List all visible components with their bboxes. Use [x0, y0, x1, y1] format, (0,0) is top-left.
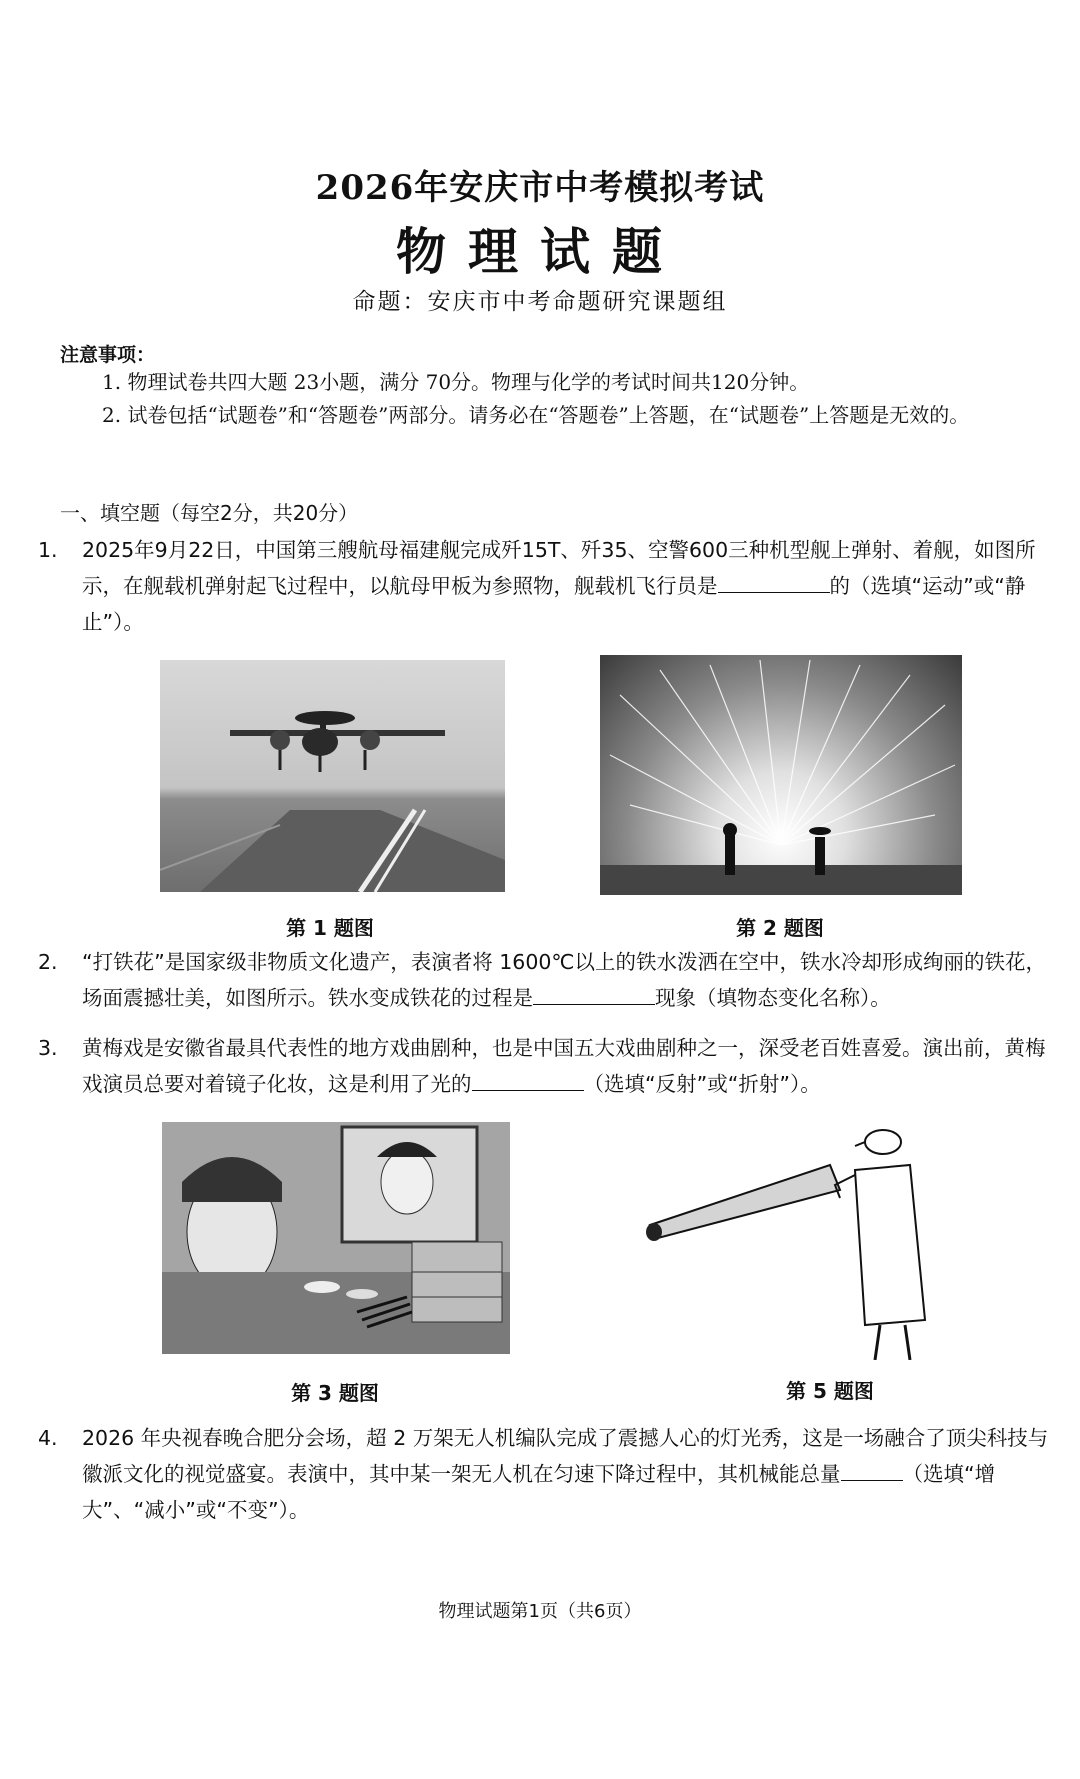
figure-5-caption: 第 5 题图 — [786, 1379, 874, 1403]
notice-item-1: 1. 物理试卷共四大题 23小题，满分 70分。物理与化学的考试时间共120分钟。 — [102, 370, 810, 394]
subject-title: 物理试题 — [396, 222, 684, 281]
question-text: 2025年9月22日，中国第三艘航母福建舰完成歼15T、歼35、空警600三种机型舰上弹射、着舰，如图所示，在舰载机弹射起飞过程中，以航母甲板为参照物，舰载机飞行员是 — [82, 538, 1036, 598]
question-number: 3. — [38, 1036, 58, 1060]
question-text: 2026 年央视春晚合肥分会场，超 2 万架无人机编队完成了震撼人心的灯光秀，这是一场融合了顶尖科技与徽派文化的视觉盛宴。表演中，其中某一架无人机在匀速下降过程中，其机械能总量 — [82, 1426, 1049, 1486]
exam-title: 2026年安庆市中考模拟考试 — [315, 168, 765, 208]
figure-2-image — [600, 655, 962, 895]
question-text-tail: 现象（填物态变化名称）。 — [655, 986, 891, 1010]
question-number: 2. — [38, 950, 58, 974]
figure-3-caption: 第 3 题图 — [291, 1381, 379, 1405]
aircraft-illustration — [160, 660, 505, 892]
answer-blank — [718, 570, 830, 593]
figure-2-caption: 第 2 题图 — [736, 916, 824, 940]
page-footer: 物理试题第1页（共6页） — [438, 1601, 642, 1622]
section-title: 一、填空题（每空2分，共20分） — [60, 501, 359, 525]
question-1 — [38, 532, 1050, 640]
question-number: 1. — [38, 538, 58, 562]
question-text-tail: （选填“增大”、“减小”或“不变”）。 — [82, 1462, 996, 1522]
makeup-mirror-illustration — [162, 1122, 510, 1354]
figure-1-caption: 第 1 题图 — [286, 916, 374, 940]
tube-person-illustration — [640, 1120, 960, 1360]
figure-5-image — [640, 1120, 960, 1360]
figure-3-image — [162, 1122, 510, 1354]
answer-blank — [841, 1458, 903, 1481]
author-line: 命题：安庆市中考命题研究课题组 — [352, 289, 728, 315]
iron-flower-illustration — [600, 655, 962, 895]
answer-blank — [472, 1068, 584, 1091]
figure-1-image — [160, 660, 505, 892]
notice-item-2: 2. 试卷包括“试题卷”和“答题卷”两部分。请务必在“答题卷”上答题，在“试题卷”上答题是无效的。 — [102, 403, 970, 427]
question-text: 黄梅戏是安徽省最具代表性的地方戏曲剧种，也是中国五大戏曲剧种之一，深受老百姓喜爱。演出前，黄梅戏演员总要对着镜子化妆，这是利用了光的 — [82, 1036, 1046, 1096]
question-3 — [38, 1030, 1050, 1102]
question-4 — [38, 1420, 1050, 1528]
question-text-tail: （选填“反射”或“折射”）。 — [583, 1072, 821, 1096]
question-2 — [38, 944, 1050, 1016]
question-number: 4. — [38, 1426, 58, 1450]
question-text-tail: 的（选填“运动”或“静止”）。 — [82, 574, 1026, 634]
notice-heading: 注意事项： — [60, 344, 156, 366]
question-text: “打铁花”是国家级非物质文化遗产，表演者将 1600℃以上的铁水泼洒在空中，铁水冷却形成绚丽的铁花，场面震撼壮美，如图所示。铁水变成铁花的过程是 — [82, 950, 1046, 1010]
answer-blank — [533, 982, 655, 1005]
